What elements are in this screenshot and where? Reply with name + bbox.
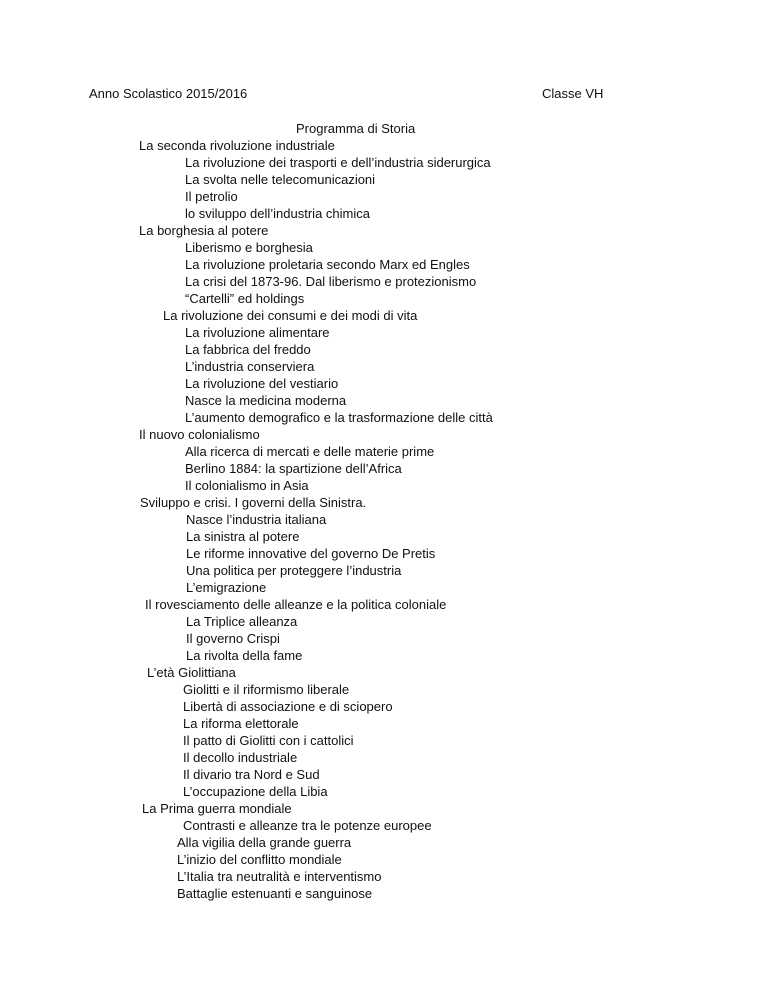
topic-item: lo sviluppo dell’industria chimica bbox=[185, 206, 370, 221]
topic-item: La rivolta della fame bbox=[186, 648, 303, 663]
topic-item: Il divario tra Nord e Sud bbox=[183, 767, 320, 782]
topic-item: “Cartelli” ed holdings bbox=[185, 291, 305, 306]
topic-item: La rivoluzione alimentare bbox=[185, 325, 330, 340]
topic-item: Il colonialismo in Asia bbox=[185, 478, 309, 493]
topic-item: Battaglie estenuanti e sanguinose bbox=[177, 886, 373, 901]
topic-item: La sinistra al potere bbox=[186, 529, 300, 544]
section-heading: La borghesia al potere bbox=[139, 223, 269, 238]
topic-item: La fabbrica del freddo bbox=[185, 342, 311, 357]
topic-item: L’emigrazione bbox=[186, 580, 267, 595]
topic-item: L’inizio del conflitto mondiale bbox=[177, 852, 342, 867]
school-year: Anno Scolastico 2015/2016 bbox=[89, 86, 248, 101]
topic-item: Contrasti e alleanze tra le potenze europee bbox=[183, 818, 432, 833]
section-heading: La Prima guerra mondiale bbox=[142, 801, 292, 816]
topic-item: La crisi del 1873-96. Dal liberismo e protezionismo bbox=[185, 274, 477, 289]
topic-item: Alla ricerca di mercati e delle materie prime bbox=[185, 444, 435, 459]
topic-item: La riforma elettorale bbox=[183, 716, 299, 731]
page-title: Programma di Storia bbox=[296, 121, 416, 136]
section-heading: La rivoluzione dei consumi e dei modi di vita bbox=[163, 308, 418, 323]
topic-item: La Triplice alleanza bbox=[186, 614, 298, 629]
section-heading: L’età Giolittiana bbox=[147, 665, 236, 680]
section-heading: Il nuovo colonialismo bbox=[139, 427, 260, 442]
topic-item: L’Italia tra neutralità e interventismo bbox=[177, 869, 382, 884]
topic-item: Il governo Crispi bbox=[186, 631, 280, 646]
topic-item: Nasce la medicina moderna bbox=[185, 393, 347, 408]
class-label: Classe VH bbox=[542, 86, 604, 101]
section-heading: Sviluppo e crisi. I governi della Sinistra. bbox=[140, 495, 367, 510]
topic-item: Giolitti e il riformismo liberale bbox=[183, 682, 350, 697]
topic-item: L’aumento demografico e la trasformazione delle città bbox=[185, 410, 493, 425]
topic-item: La svolta nelle telecomunicazioni bbox=[185, 172, 376, 187]
topic-item: Liberismo e borghesia bbox=[185, 240, 313, 255]
section-heading: La seconda rivoluzione industriale bbox=[139, 138, 335, 153]
section-heading: Il rovesciamento delle alleanze e la politica coloniale bbox=[145, 597, 447, 612]
topic-item: La rivoluzione del vestiario bbox=[185, 376, 339, 391]
topic-item: Alla vigilia della grande guerra bbox=[177, 835, 352, 850]
topic-item: L’industria conserviera bbox=[185, 359, 315, 374]
topic-item: La rivoluzione dei trasporti e dell’industria siderurgica bbox=[185, 155, 491, 170]
topic-item: L’occupazione della Libia bbox=[183, 784, 328, 799]
topic-item: Il patto di Giolitti con i cattolici bbox=[183, 733, 354, 748]
topic-item: Il petrolio bbox=[185, 189, 238, 204]
topic-item: Il decollo industriale bbox=[183, 750, 298, 765]
topic-item: Nasce l’industria italiana bbox=[186, 512, 327, 527]
topic-item: Berlino 1884: la spartizione dell’Africa bbox=[185, 461, 402, 476]
topic-item: Una politica per proteggere l’industria bbox=[186, 563, 402, 578]
topic-item: Libertà di associazione e di sciopero bbox=[183, 699, 393, 714]
topic-item: La rivoluzione proletaria secondo Marx ed Engles bbox=[185, 257, 470, 272]
topic-item: Le riforme innovative del governo De Pretis bbox=[186, 546, 436, 561]
